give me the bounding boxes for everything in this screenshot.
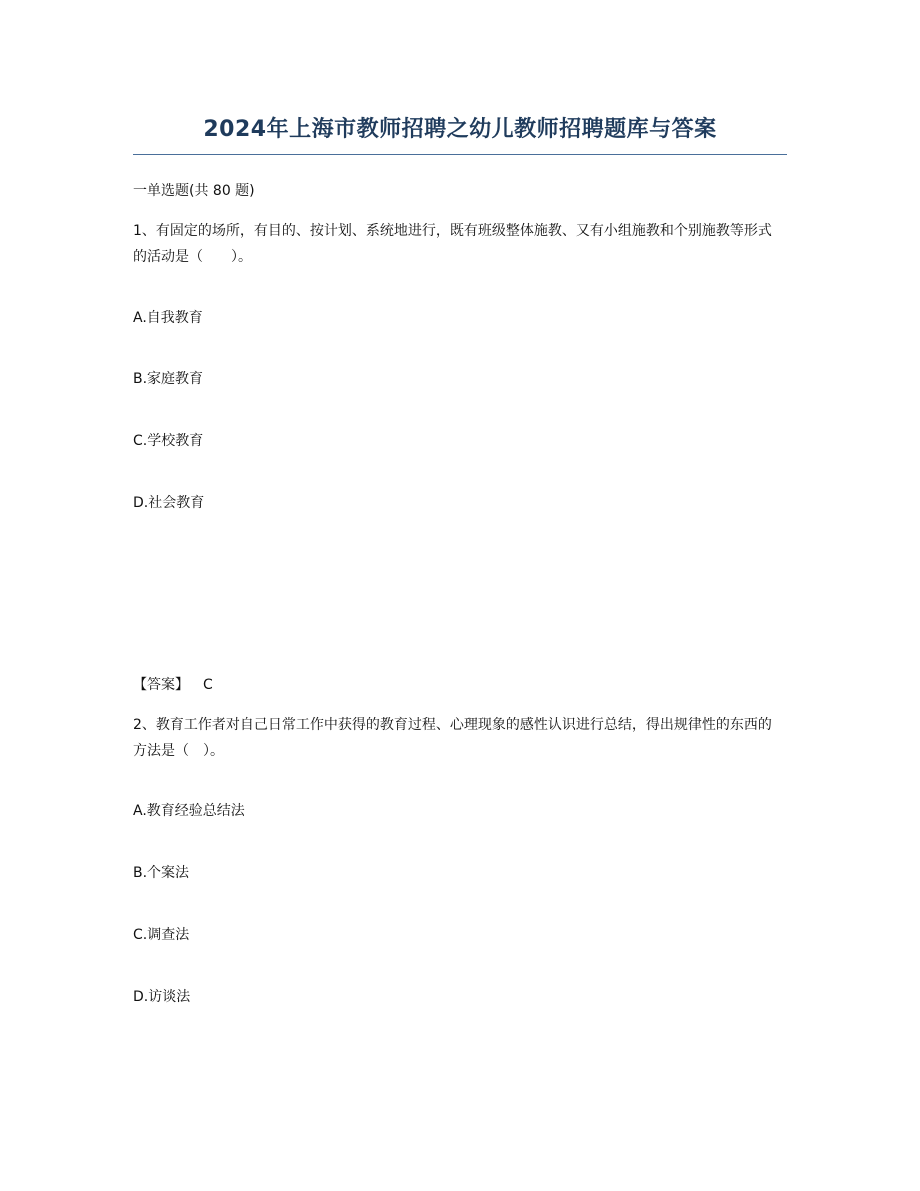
question-1-text: 1、有固定的场所，有目的、按计划、系统地进行，既有班级整体施教、又有小组施教和个别施教等形式的活动是（ ）。: [133, 223, 772, 265]
question-2-option-b: B.个案法: [133, 865, 190, 881]
question-1-option-b: B.家庭教育: [133, 371, 204, 387]
answer-value: C: [203, 677, 213, 693]
question-1-answer: [133, 674, 213, 696]
question-2-option-d: D.访谈法: [133, 989, 191, 1005]
question-1-option-a: A.自我教育: [133, 310, 203, 326]
answer-label: 【答案】: [133, 677, 189, 693]
question-2-option-a: A.教育经验总结法: [133, 803, 245, 819]
question-2-text: 2、教育工作者对自己日常工作中获得的教育过程、心理现象的感性认识进行总结，得出规律性的东西的方法是（ ）。: [133, 717, 772, 759]
title-divider: [133, 154, 787, 155]
section-heading: 一单选题(共 80 题): [133, 183, 255, 199]
question-1-option-d: D.社会教育: [133, 495, 205, 511]
question-2-option-c: C.调查法: [133, 927, 190, 943]
document-title: 2024年上海市教师招聘之幼儿教师招聘题库与答案: [203, 117, 717, 142]
question-1-option-c: C.学校教育: [133, 433, 204, 449]
